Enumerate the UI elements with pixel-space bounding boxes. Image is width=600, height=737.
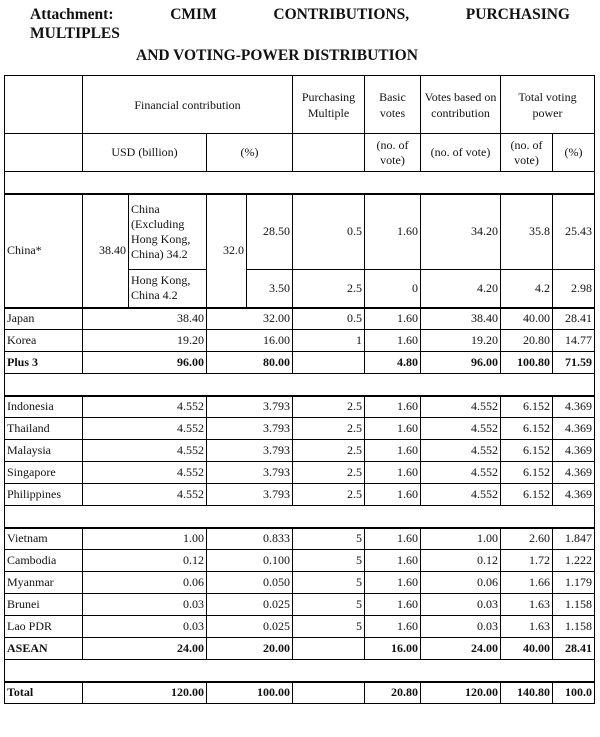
table-row: [5, 330, 595, 352]
row-label: Philippines: [5, 484, 83, 506]
china-sub2-mult: 2.5: [293, 270, 365, 308]
total-pct: 4.369: [553, 396, 595, 418]
votes-contribution: 96.00: [421, 352, 501, 374]
title-word-contributions: CONTRIBUTIONS,: [273, 6, 410, 23]
asean5-block: [5, 396, 595, 506]
votes-contribution: 120.00: [421, 682, 501, 704]
usd-value: 4.552: [83, 418, 207, 440]
subheader-pct: (%): [207, 134, 293, 172]
total-votes: 40.00: [501, 308, 553, 330]
votes-contribution: 0.12: [421, 550, 501, 572]
subheader-blank: [5, 134, 83, 172]
basic-votes: 1.60: [365, 330, 421, 352]
pct-value: 0.833: [207, 528, 293, 550]
total-pct: 4.369: [553, 440, 595, 462]
china-usd: 38.40: [83, 194, 129, 308]
basic-votes: 1.60: [365, 616, 421, 638]
purchasing-multiple: 2.5: [293, 462, 365, 484]
table-row: [5, 440, 595, 462]
china-sub1-votes: 34.20: [421, 194, 501, 270]
votes-contribution: 19.20: [421, 330, 501, 352]
total-votes: 20.80: [501, 330, 553, 352]
usd-value: 4.552: [83, 462, 207, 484]
row-label: Korea: [5, 330, 83, 352]
gap-1: [5, 374, 595, 396]
pct-value: 3.793: [207, 440, 293, 462]
pct-value: 3.793: [207, 396, 293, 418]
table-row: [5, 484, 595, 506]
row-label: Total: [5, 682, 83, 704]
plus3-block: [5, 308, 595, 374]
header-total-voting-power: Total voting power: [501, 76, 595, 134]
title-word-cmim: CMIM: [170, 6, 217, 23]
usd-value: 120.00: [83, 682, 207, 704]
subheader-no-vote-basic: (no. of vote): [365, 134, 421, 172]
header-basic-votes: Basic votes: [365, 76, 421, 134]
row-label: Japan: [5, 308, 83, 330]
purchasing-multiple: [293, 352, 365, 374]
votes-contribution: 1.00: [421, 528, 501, 550]
table-row: [5, 418, 595, 440]
purchasing-multiple: 5: [293, 528, 365, 550]
row-label: Lao PDR: [5, 616, 83, 638]
header-votes-contribution: Votes based on contribution: [421, 76, 501, 134]
basic-votes: 4.80: [365, 352, 421, 374]
purchasing-multiple: 0.5: [293, 308, 365, 330]
subheader-no-vote-contrib: (no. of vote): [421, 134, 501, 172]
total-votes: 2.60: [501, 528, 553, 550]
title-word-purchasing: PURCHASING: [465, 6, 570, 23]
pct-value: 80.00: [207, 352, 293, 374]
china-sub1-basic: 1.60: [365, 194, 421, 270]
pct-value: 20.00: [207, 638, 293, 660]
subheader-usd: USD (billion): [83, 134, 207, 172]
votes-contribution: 4.552: [421, 484, 501, 506]
basic-votes: 1.60: [365, 308, 421, 330]
grand-total-block: [5, 682, 595, 704]
total-votes: 6.152: [501, 440, 553, 462]
china-sub1-name: China (Excluding Hong Kong, China) 34.2: [129, 194, 207, 270]
table-row: [5, 594, 595, 616]
subheader-no-vote-total: (no. of vote): [501, 134, 553, 172]
usd-value: 0.03: [83, 616, 207, 638]
china-sub1-totpct: 25.43: [553, 194, 595, 270]
china-block: [5, 194, 595, 308]
purchasing-multiple: [293, 638, 365, 660]
purchasing-multiple: 5: [293, 572, 365, 594]
pct-value: 0.025: [207, 594, 293, 616]
table-row: [5, 572, 595, 594]
usd-value: 4.552: [83, 484, 207, 506]
total-pct: 14.77: [553, 330, 595, 352]
china-sub2-pct: 3.50: [247, 270, 293, 308]
usd-value: 24.00: [83, 638, 207, 660]
pct-value: 3.793: [207, 484, 293, 506]
table-row: [5, 462, 595, 484]
total-pct: 28.41: [553, 638, 595, 660]
china-sub2-basic: 0: [365, 270, 421, 308]
china-sub2-totpct: 2.98: [553, 270, 595, 308]
table-row: [5, 352, 595, 374]
cmim-table: [4, 75, 595, 704]
total-votes: 1.63: [501, 594, 553, 616]
usd-value: 4.552: [83, 440, 207, 462]
row-label: Myanmar: [5, 572, 83, 594]
votes-contribution: 4.552: [421, 418, 501, 440]
purchasing-multiple: 2.5: [293, 396, 365, 418]
header-purchasing-multiple: Purchasing Multiple: [293, 76, 365, 134]
total-pct: 4.369: [553, 462, 595, 484]
basic-votes: 1.60: [365, 550, 421, 572]
usd-value: 0.12: [83, 550, 207, 572]
purchasing-multiple: 5: [293, 594, 365, 616]
row-label: Thailand: [5, 418, 83, 440]
pct-value: 3.793: [207, 418, 293, 440]
table-row: [5, 308, 595, 330]
china-pct: 32.0: [207, 194, 247, 308]
usd-value: 96.00: [83, 352, 207, 374]
bcmlv-block: [5, 528, 595, 660]
total-pct: 1.222: [553, 550, 595, 572]
pct-value: 0.050: [207, 572, 293, 594]
basic-votes: 1.60: [365, 484, 421, 506]
table-row: [5, 550, 595, 572]
usd-value: 1.00: [83, 528, 207, 550]
subheader-pct-total: (%): [553, 134, 595, 172]
pct-value: 0.100: [207, 550, 293, 572]
china-sub1-mult: 0.5: [293, 194, 365, 270]
usd-value: 0.06: [83, 572, 207, 594]
purchasing-multiple: 5: [293, 550, 365, 572]
purchasing-multiple: 1: [293, 330, 365, 352]
row-label: ASEAN: [5, 638, 83, 660]
subheader-blank-mult: [293, 134, 365, 172]
total-pct: 100.0: [553, 682, 595, 704]
china-sub2-votes: 4.20: [421, 270, 501, 308]
title-attachment: Attachment:: [30, 6, 114, 23]
document-title-line3: AND VOTING-POWER DISTRIBUTION: [136, 47, 418, 64]
usd-value: 0.03: [83, 594, 207, 616]
usd-value: 38.40: [83, 308, 207, 330]
basic-votes: 20.80: [365, 682, 421, 704]
pct-value: 3.793: [207, 462, 293, 484]
gap-2: [5, 506, 595, 528]
total-pct: 1.847: [553, 528, 595, 550]
header-rows: [5, 76, 595, 194]
basic-votes: 1.60: [365, 396, 421, 418]
total-pct: 4.369: [553, 418, 595, 440]
basic-votes: 1.60: [365, 572, 421, 594]
basic-votes: 1.60: [365, 418, 421, 440]
total-votes: 1.66: [501, 572, 553, 594]
votes-contribution: 24.00: [421, 638, 501, 660]
row-label: Brunei: [5, 594, 83, 616]
total-pct: 4.369: [553, 484, 595, 506]
basic-votes: 1.60: [365, 440, 421, 462]
total-votes: 6.152: [501, 462, 553, 484]
purchasing-multiple: 2.5: [293, 484, 365, 506]
total-pct: 1.158: [553, 616, 595, 638]
votes-contribution: 4.552: [421, 462, 501, 484]
row-label: Cambodia: [5, 550, 83, 572]
row-label: Plus 3: [5, 352, 83, 374]
basic-votes: 1.60: [365, 528, 421, 550]
basic-votes: 1.60: [365, 594, 421, 616]
total-pct: 28.41: [553, 308, 595, 330]
pct-value: 0.025: [207, 616, 293, 638]
total-votes: 6.152: [501, 396, 553, 418]
china-sub1-total: 35.8: [501, 194, 553, 270]
purchasing-multiple: [293, 682, 365, 704]
total-pct: 1.179: [553, 572, 595, 594]
total-votes: 40.00: [501, 638, 553, 660]
china-sub2-total: 4.2: [501, 270, 553, 308]
usd-value: 4.552: [83, 396, 207, 418]
header-blank: [5, 76, 83, 134]
row-label: Vietnam: [5, 528, 83, 550]
header-financial-contribution: Financial contribution: [83, 76, 293, 134]
pct-value: 16.00: [207, 330, 293, 352]
table-row: [5, 396, 595, 418]
total-votes: 100.80: [501, 352, 553, 374]
total-votes: 140.80: [501, 682, 553, 704]
pct-value: 100.00: [207, 682, 293, 704]
table-row: [5, 682, 595, 704]
table-row: [5, 528, 595, 550]
votes-contribution: 0.03: [421, 594, 501, 616]
total-votes: 1.63: [501, 616, 553, 638]
document-title-line2: MULTIPLES: [30, 25, 120, 42]
table-row: [5, 638, 595, 660]
total-votes: 6.152: [501, 418, 553, 440]
basic-votes: 1.60: [365, 462, 421, 484]
basic-votes: 16.00: [365, 638, 421, 660]
purchasing-multiple: 2.5: [293, 418, 365, 440]
purchasing-multiple: 2.5: [293, 440, 365, 462]
votes-contribution: 38.40: [421, 308, 501, 330]
row-label: Indonesia: [5, 396, 83, 418]
total-votes: 6.152: [501, 484, 553, 506]
votes-contribution: 0.03: [421, 616, 501, 638]
total-pct: 71.59: [553, 352, 595, 374]
purchasing-multiple: 5: [293, 616, 365, 638]
votes-contribution: 4.552: [421, 396, 501, 418]
row-label: Singapore: [5, 462, 83, 484]
usd-value: 19.20: [83, 330, 207, 352]
votes-contribution: 0.06: [421, 572, 501, 594]
document-title-line1: [30, 6, 570, 24]
pct-value: 32.00: [207, 308, 293, 330]
row-label: Malaysia: [5, 440, 83, 462]
table-row: [5, 616, 595, 638]
china-sub1-pct: 28.50: [247, 194, 293, 270]
total-votes: 1.72: [501, 550, 553, 572]
total-pct: 1.158: [553, 594, 595, 616]
votes-contribution: 4.552: [421, 440, 501, 462]
row-label-china: China*: [5, 194, 83, 308]
gap-3: [5, 660, 595, 682]
china-sub2-name: Hong Kong, China 4.2: [129, 270, 207, 308]
